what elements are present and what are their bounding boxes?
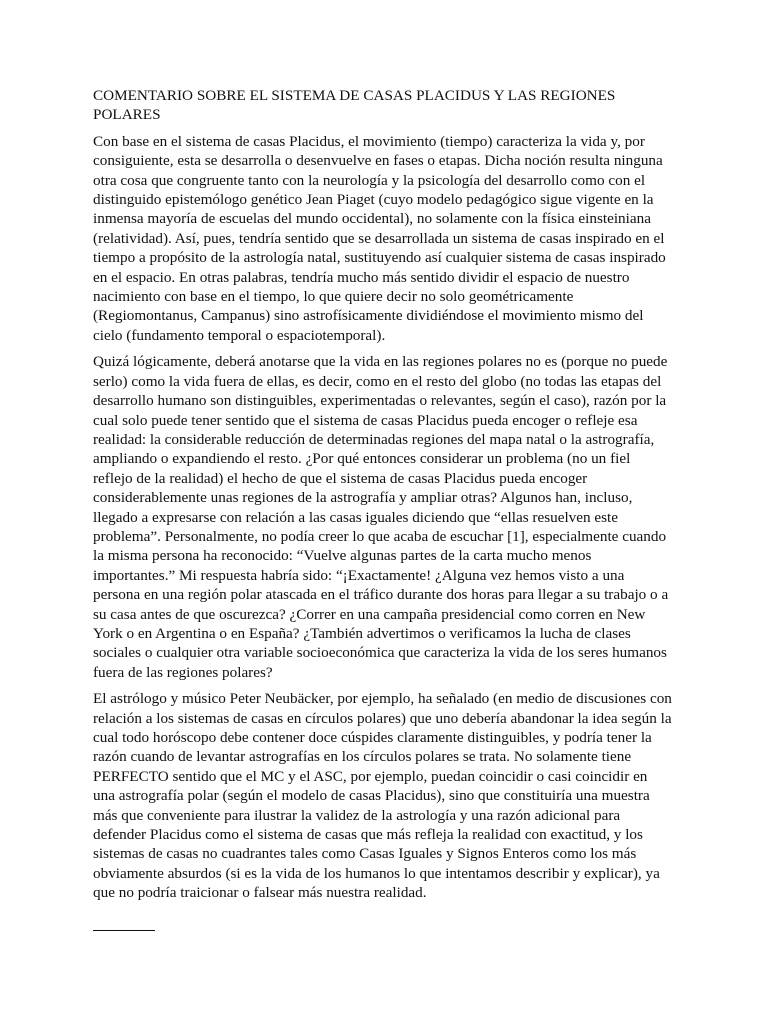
- document-page: [93, 86, 673, 910]
- paragraph-2: Quizá lógicamente, deberá anotarse que la vida en las regiones polares no es (porque no puede serlo) como la vida fuera de ellas, es decir, como en el resto del globo (no todas las etapas del desarrollo humano son distinguibles, experimentadas o relevantes, según el caso), razón por la cual solo puede tener sentido que el sistema de casas Placidus pueda encoger o refleje esa realidad: la considerable reducción de determinadas regiones del mapa natal o la astrografía, ampliando o expandiendo el resto. ¿Por qué entonces considerar un problema (no un fiel reflejo de la realidad) el hecho de que el sistema de casas Placidus pueda encoger considerablemente unas regiones de la astrografía y ampliar otras? Algunos han, incluso, llegado a expresarse con relación a las casas iguales diciendo que “ellas resuelven este problema”. Personalmente, no podía creer lo que acaba de escuchar [1], especialmente cuando la misma persona ha reconocido: “Vuelve algunas partes de la carta mucho menos importantes.” Mi respuesta habría sido: “¡Exactamente! ¿Alguna vez hemos visto a una persona en una región polar atascada en el tráfico durante dos horas para llegar a su trabajo o a su casa antes de que oscurezca? ¿Correr en una campaña presidencial como corren en New York o en Argentina o en España? ¿También advertimos o verificamos la lucha de clases sociales o cualquier otra variable socioeconómica que caracteriza la vida de los seres humanos fuera de las regiones polares?: [93, 353, 669, 681]
- document-title: COMENTARIO SOBRE EL SISTEMA DE CASAS PLACIDUS Y LAS REGIONES POLARES: [93, 87, 616, 124]
- footnote-separator: [93, 930, 155, 931]
- paragraph-1: Con base en el sistema de casas Placidus, el movimiento (tiempo) caracteriza la vida y, por consiguiente, esta se desarrolla o desenvuelve en fases o etapas. Dicha noción resulta ninguna otra cosa que congruente tanto con la neurología y la psicología del desarrollo como con el distinguido epistemólogo genético Jean Piaget (cuyo modelo pedagógico sigue vigente en la inmensa mayoría de escuelas del mundo occidental), no solamente con la física einsteiniana (relatividad). Así, pues, tendría sentido que se desarrollada un sistema de casas inspirado en el tiempo a propósito de la astrología natal, sustituyendo así cualquier sistema de casas inspirado en el espacio. En otras palabras, tendría mucho más sentido dividir el espacio de nuestro nacimiento con base en el tiempo, lo que quiere decir no solo geométricamente (Regiomontanus, Campanus) sino astrofísicamente dividiéndose el movimiento mismo del cielo (fundamento temporal o espaciotemporal).: [93, 132, 666, 344]
- paragraph-3: El astrólogo y músico Peter Neubäcker, por ejemplo, ha señalado (en medio de discusiones con relación a los sistemas de casas en círculos polares) que uno debería abandonar la idea según la cual todo horóscopo debe contener doce cúspides claramente distinguibles, y podría tener la razón cuando de levantar astrografías en los círculos polares se trata. No solamente tiene PERFECTO sentido que el MC y el ASC, por ejemplo, puedan coincidir o casi coincidir en una astrografía polar (según el modelo de casas Placidus), sino que constituiría una muestra más que conveniente para ilustrar la validez de la astrología y una razón adicional para defender Placidus como el sistema de casas que más refleja la realidad con exactitud, y los sistemas de casas no cuadrantes tales como Casas Iguales y Signos Enteros como los más obviamente absurdos (si es la vida de los humanos lo que intentamos describir y explicar), ya que no podría traicionar o falsear más nuestra realidad.: [93, 690, 672, 902]
